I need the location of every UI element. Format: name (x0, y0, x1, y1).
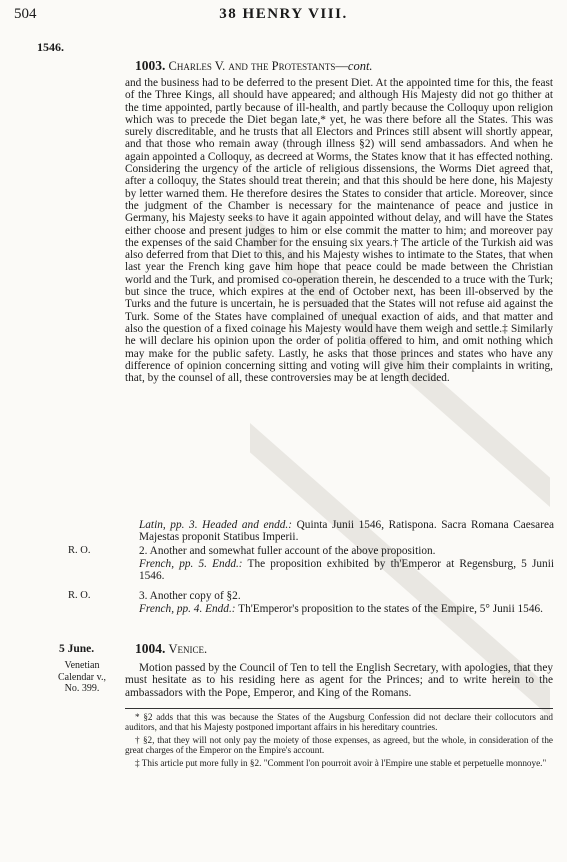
date-margin: 5 June. (59, 643, 95, 655)
footnote-2: † §2, that they will not only pay the moiety of those expenses, as agreed, but the whole, in consideration of the great charges of the Emperor on the Empire's account. (125, 735, 553, 756)
doc-description-1: Latin, pp. 3. Headed and endd.: Quinta Junii 1546, Ratispona. Sacra Romana Caesarea Majestas proponit Statibus Imperii. (139, 519, 554, 544)
entry-cont: cont. (347, 59, 373, 73)
item-2-description: French, pp. 5. Endd.: The proposition exhibited by th'Emperor at Regensburg, 5 Junii 1546. (139, 558, 554, 583)
entry-number: 1003. (135, 58, 166, 73)
source-margin-3: R. O. (68, 590, 91, 601)
item-3: 3. Another copy of §2. (139, 590, 241, 602)
year-margin: 1546. (37, 40, 64, 54)
item-3-description: French, pp. 4. Endd.: Th'Emperor's proposition to the states of the Empire, 5° Junii 1546. (139, 603, 543, 615)
entry-paragraph: and the business had to be deferred to the present Diet. At the appointed time for this, the feast of the Three Kings, all should have appeared; and although His Majesty did not go thither at the time appointed, partly because of ill-health, and partly because the Colloquy upon religion which was to precede the Diet began late,* yet, he was there before all the States. This was surely discreditable, and he trusts that all Electors and Princes still absent will shortly appear, and that those who remain away (through illness §2) will send ambassadors. And when he again appointed a Colloquy, as decreed at Worms, the States know that it has effected nothing. Considering the urgency of the article of religious dissensions, the Worms Diet agreed that, after a colloquy, the States should treat therein; and that this should be here done, his Majesty by letter warned them. He therefore desires the States to consider that article. Moreover, since the judgment of the Chamber is necessary for the maintenance of peace and justice in Germany, his Majesty seeks to have it again appointed without delay, and will have the States either choose and present judges to him or else commit the matter to him; and moreover pay the expenses of the said Chamber for the ensuing six years.† The article of the Turkish aid was also deferred from that Diet to this, and his Majesty wishes to intimate to the States, that when last year the French king gave him hope that peace could be made between the Christian world and the Turk, and promised co-operation therein, he descended to a truce with the Turk; but since the truce, which expires at the end of October next, has been ill-observed by the Turks and the future is uncertain, he is persuaded that the States will not refuse aid against the Turk. Some of the States have complained of unequal exaction of aids, and that matter and also the question of a fixed coinage his Majesty would have them weigh and settle.‡ Similarly he will declare his opinion upon the order of politia offered to him, and omit nothing which may make for the public safety. Lastly, he asks that those princes and states who have any difference of opinion concerning sitting and voting will give him their complaints in writing, that, by the counsel of all, these controversies may be at length decided. (125, 77, 553, 385)
entry-number: 1004. (135, 641, 166, 656)
footnote-1: * §2 adds that this was because the States of the Augsburg Confession did not declare their collocutors and auditors, and that his Majesty postponed important affairs in his hereditary countries. (125, 712, 553, 733)
entry-paragraph: Motion passed by the Council of Ten to tell the English Secretary, with apologies, that they must hesitate as to his residing here as agent for the Princes; and to write herein to the ambassadors with the Pope, Emperor, and King of the Romans. (125, 662, 553, 699)
running-head: 38 HENRY VIII. (219, 6, 348, 22)
entry-title: Charles V. and the Protestants— (168, 59, 348, 73)
entry-heading-1004 (135, 641, 207, 657)
entry-title: Venice. (168, 642, 208, 656)
page-number: 504 (14, 6, 37, 22)
footnote-3: ‡ This article put more fully in §2. "Comment l'on pourroit avoir à l'Empire une stable et perpetuelle monnoye." (135, 758, 547, 768)
item-2: 2. Another and somewhat fuller account of the above proposition. (139, 545, 436, 557)
entry-heading-1003 (135, 58, 373, 74)
source-margin-venetian: Venetian Calendar v., No. 399. (58, 660, 106, 694)
source-margin-2: R. O. (68, 545, 91, 556)
footnote-rule (125, 708, 553, 709)
